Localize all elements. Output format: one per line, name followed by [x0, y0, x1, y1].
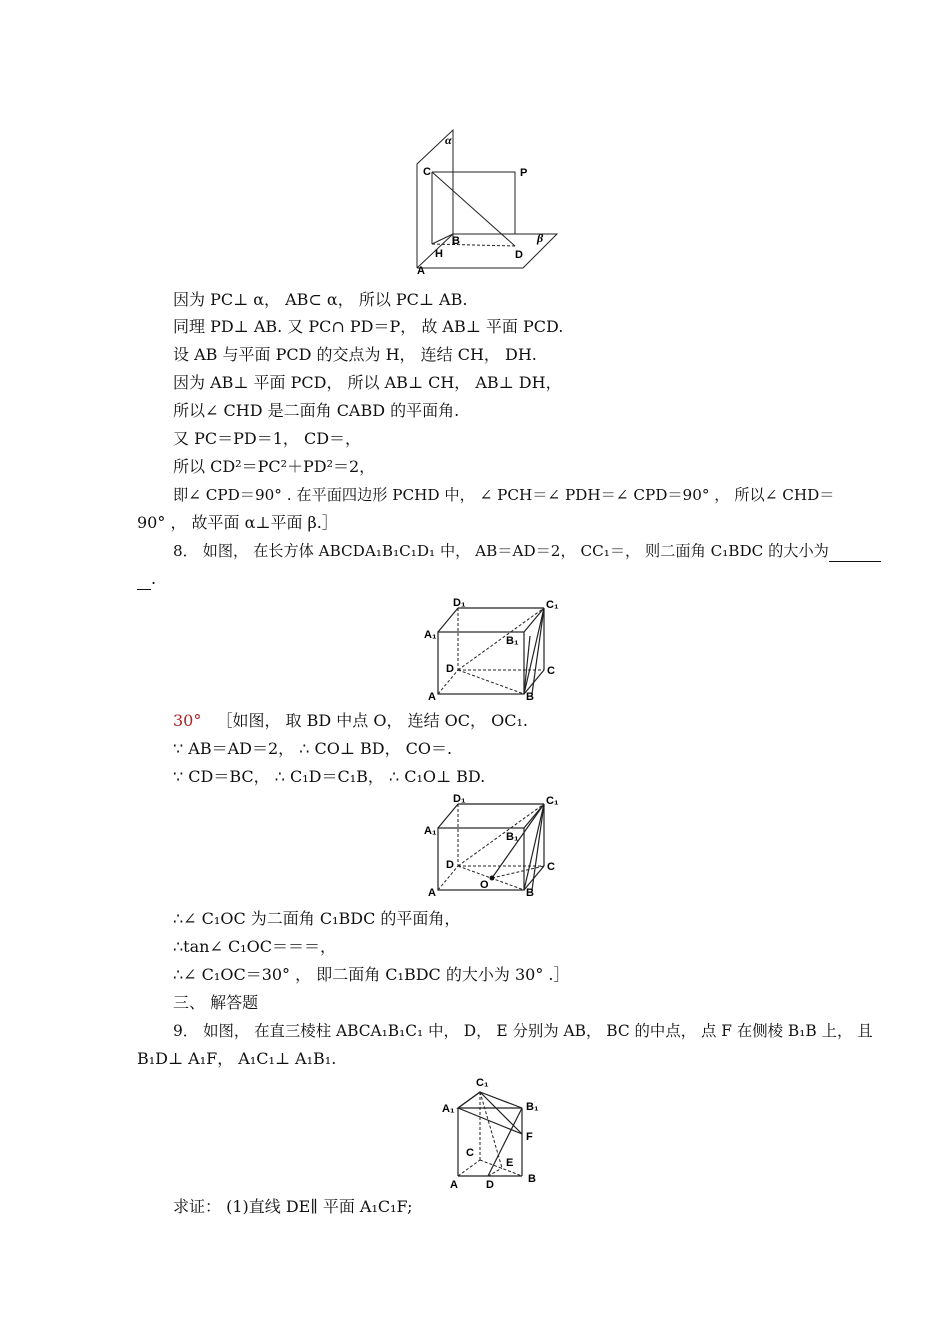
answer-blank: [829, 545, 881, 562]
label-D: D: [446, 663, 454, 675]
question-9-part-1: 求证： (1)直线 DE∥ 平面 A₁C₁F;: [173, 1197, 413, 1216]
label-A1: A₁: [424, 825, 437, 837]
figure-cuboid-2: [420, 792, 565, 902]
label-A: A: [428, 887, 436, 899]
answer-8-text: ［如图， 取 BD 中点 O， 连结 OC， OC₁.: [216, 711, 528, 730]
proof7-line-1: 因为 PC⊥ α， AB⊂ α， 所以 PC⊥ AB.: [173, 290, 468, 309]
answer-8b-line-2: ∴tan∠ C₁OC＝＝＝，: [173, 937, 336, 956]
proof7-line-8: 即∠ CPD＝90° . 在平面四边形 PCHD 中， ∠ PCH＝∠ PDH＝∠ CPD＝90° ， 所以∠ CHD＝: [173, 486, 835, 504]
label-C1: C₁: [546, 795, 559, 807]
label-D: D: [515, 249, 523, 261]
label-A1: A₁: [424, 629, 437, 641]
label-B: B: [452, 235, 460, 247]
label-D: D: [486, 1179, 494, 1191]
label-E: E: [506, 1157, 514, 1169]
label-C: C: [547, 665, 555, 677]
label-C1: C₁: [476, 1077, 489, 1089]
section-heading: 三、 解答题: [173, 993, 259, 1012]
answer-8b-line-1: ∴∠ C₁OC 为二面角 C₁BDC 的平面角，: [173, 909, 461, 928]
proof7-line-3: 设 AB 与平面 PCD 的交点为 H， 连结 CH， DH.: [173, 345, 537, 364]
figure-perpendicular-planes: [405, 126, 575, 276]
label-P: P: [520, 167, 528, 179]
label-A1: A₁: [442, 1103, 455, 1115]
answer-8-line-1: [173, 710, 528, 732]
proof7-line-6: 又 PC＝PD＝1， CD＝，: [173, 429, 362, 448]
label-A: A: [417, 265, 425, 276]
label-C: C: [466, 1147, 474, 1159]
label-C: C: [547, 861, 555, 873]
figure-perpendicular-planes-svg: [405, 126, 575, 276]
label-beta: β: [537, 231, 544, 245]
label-H: H: [435, 248, 443, 260]
question-8-line-1: [173, 540, 881, 562]
question-9-line-1: 9． 如图， 在直三棱柱 ABCA₁B₁C₁ 中， D， E 分别为 AB， BC 的中点， 点 F 在侧棱 B₁B 上， 且: [173, 1022, 873, 1040]
answer-8-line-3: ∵ CD＝BC， ∴ C₁D＝C₁B， ∴ C₁O⊥ BD.: [173, 767, 486, 786]
answer-8-line-2: ∵ AB＝AD＝2， ∴ CO⊥ BD， CO＝.: [173, 739, 453, 758]
label-alpha: α: [445, 133, 452, 147]
question-8-period: .: [151, 569, 157, 588]
label-F: F: [526, 1131, 533, 1143]
figure-prism: [440, 1072, 555, 1192]
answer-blank-continued: [137, 573, 151, 590]
label-B1: B₁: [506, 831, 519, 843]
label-O: O: [480, 879, 489, 891]
label-B: B: [528, 1173, 536, 1185]
label-B1: B₁: [526, 1101, 539, 1113]
label-B: B: [526, 887, 534, 899]
figure-cuboid-2-svg: [420, 792, 565, 902]
figure-cuboid-1-svg: [420, 596, 565, 704]
figure-cuboid-1: [420, 596, 565, 704]
question-9-line-2: B₁D⊥ A₁F， A₁C₁⊥ A₁B₁.: [137, 1049, 337, 1068]
label-B1: B₁: [506, 635, 519, 647]
label-D: D: [446, 859, 454, 871]
figure-prism-svg: [440, 1072, 555, 1192]
label-A: A: [428, 691, 436, 703]
label-C1: C₁: [546, 599, 559, 611]
label-D1: D₁: [453, 793, 466, 805]
proof7-line-7: 所以 CD²＝PC²＋PD²＝2，: [173, 457, 376, 476]
label-B: B: [526, 691, 534, 703]
proof7-line-2: 同理 PD⊥ AB. 又 PC∩ PD＝P， 故 AB⊥ 平面 PCD.: [173, 317, 564, 336]
label-A: A: [450, 1179, 458, 1191]
answer-value: 30°: [173, 711, 202, 730]
answer-8b-line-3: ∴∠ C₁OC＝30° ， 即二面角 C₁BDC 的大小为 30° .］: [173, 965, 570, 984]
label-C: C: [423, 166, 431, 178]
proof7-line-9: 90° ， 故平面 α⊥平面 β.］: [137, 513, 338, 532]
proof7-line-4: 因为 AB⊥ 平面 PCD， 所以 AB⊥ CH， AB⊥ DH，: [173, 373, 562, 392]
proof7-line-5: 所以∠ CHD 是二面角 CABD 的平面角.: [173, 401, 460, 420]
question-8-text: 8． 如图， 在长方体 ABCDA₁B₁C₁D₁ 中， AB＝AD＝2， CC₁＝， 则二面角 C₁BDC 的大小为: [173, 542, 829, 560]
label-D1: D₁: [453, 597, 466, 609]
question-8-line-2: [137, 568, 156, 590]
